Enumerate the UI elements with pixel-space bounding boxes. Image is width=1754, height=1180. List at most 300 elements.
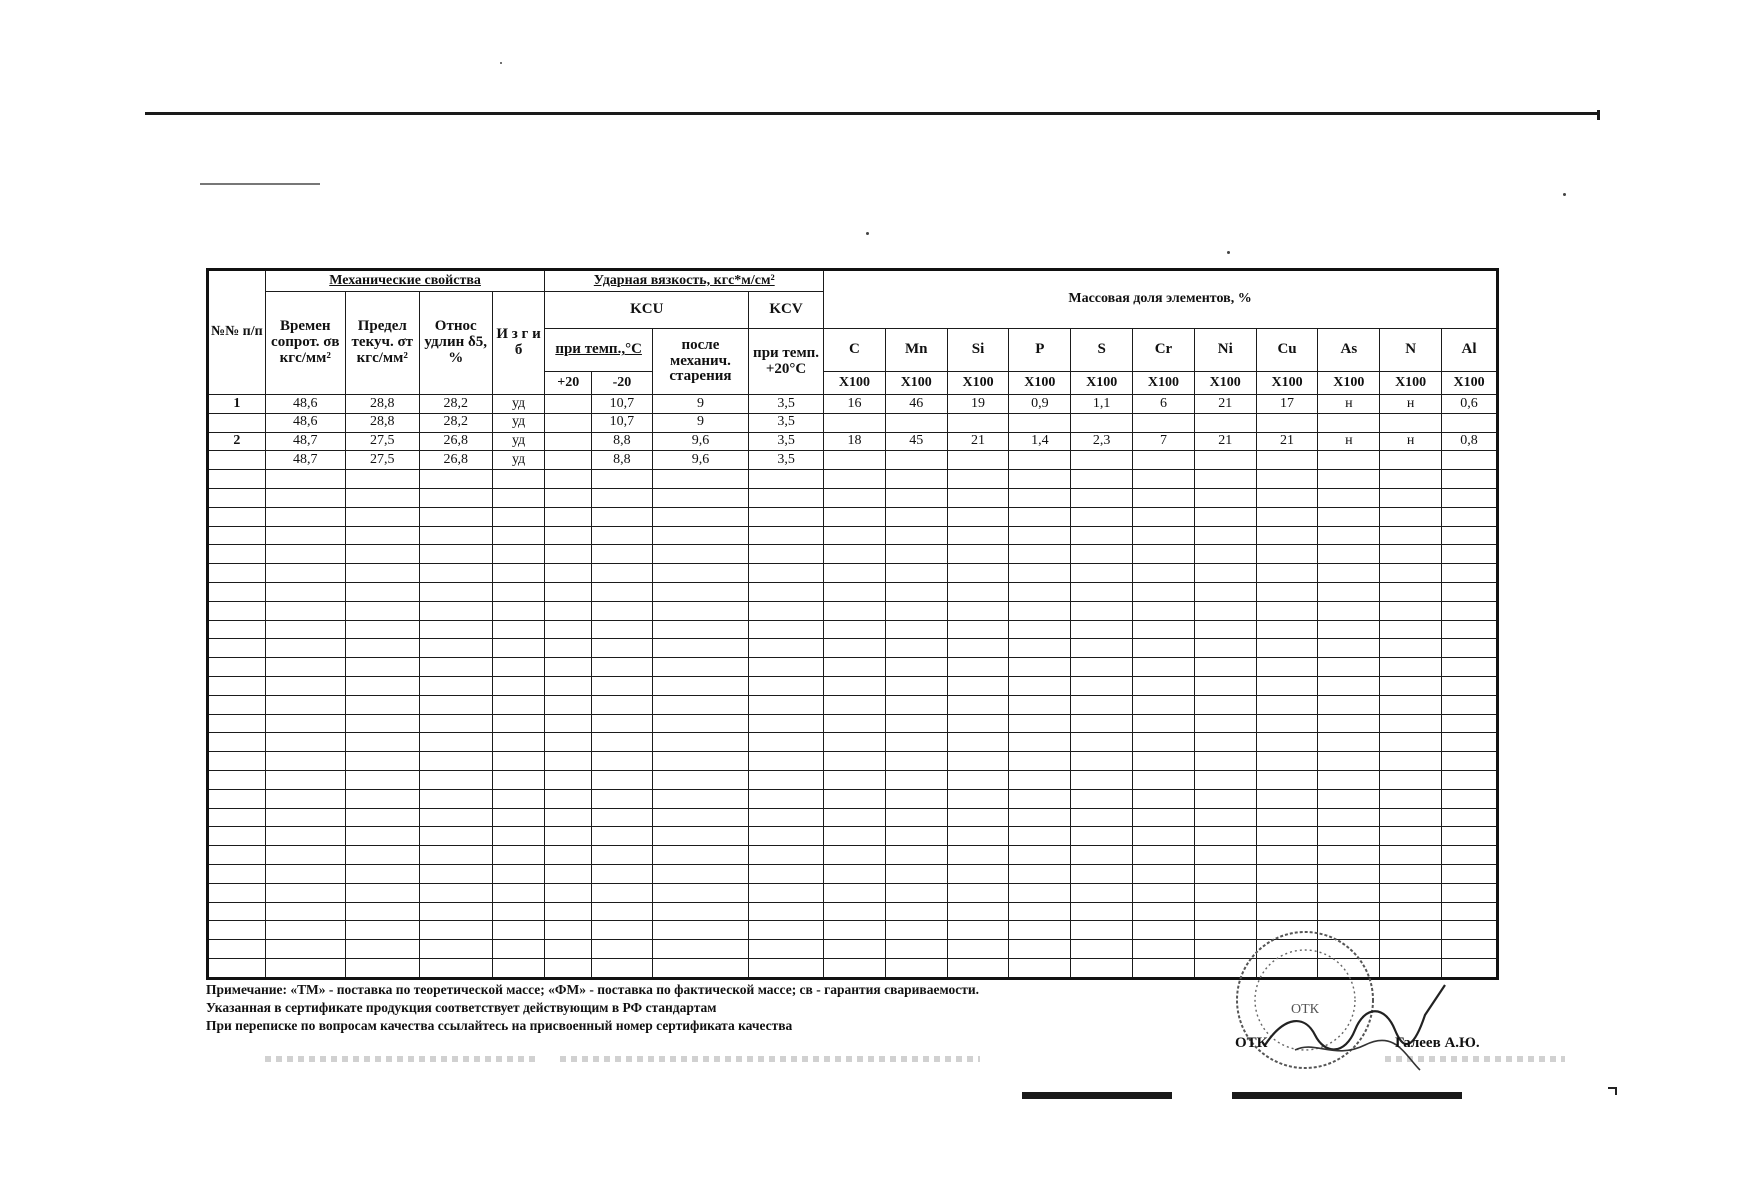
cell-kcu-m20: 8,8: [592, 451, 653, 470]
empty-cell: [1194, 770, 1256, 789]
empty-cell: [652, 921, 748, 940]
cell-bend: уд: [492, 432, 545, 451]
empty-cell: [1071, 488, 1133, 507]
empty-cell: [1380, 902, 1442, 921]
cell-bend: уд: [492, 413, 545, 432]
empty-cell: [265, 582, 345, 601]
empty-cell: [1009, 620, 1071, 639]
empty-cell: [1256, 846, 1318, 865]
empty-cell: [1256, 545, 1318, 564]
empty-cell: [592, 789, 653, 808]
empty-cell: [1194, 620, 1256, 639]
table-row-empty: [208, 733, 1498, 752]
faint-rule: [200, 183, 320, 185]
empty-cell: [1071, 620, 1133, 639]
corner-tick: [1615, 1087, 1617, 1095]
empty-cell: [1009, 658, 1071, 677]
empty-cell: [545, 940, 592, 959]
empty-cell: [1442, 564, 1498, 583]
empty-cell: [824, 846, 886, 865]
cell-element-si: 19: [947, 395, 1009, 414]
multiplier: X100: [1318, 372, 1380, 395]
faded-text-line: [265, 1056, 535, 1062]
empty-cell: [1071, 883, 1133, 902]
empty-cell: [492, 770, 545, 789]
empty-cell: [345, 789, 419, 808]
empty-cell: [1318, 752, 1380, 771]
empty-cell: [1380, 676, 1442, 695]
cell-element-ni: [1194, 413, 1256, 432]
empty-cell: [1194, 752, 1256, 771]
empty-cell: [265, 545, 345, 564]
empty-cell: [1194, 714, 1256, 733]
empty-cell: [824, 883, 886, 902]
empty-cell: [1009, 902, 1071, 921]
cell-element-p: 1,4: [1009, 432, 1071, 451]
empty-cell: [592, 921, 653, 940]
empty-cell: [345, 658, 419, 677]
empty-cell: [947, 789, 1009, 808]
empty-cell: [1442, 902, 1498, 921]
empty-cell: [1380, 789, 1442, 808]
empty-cell: [545, 958, 592, 978]
empty-cell: [1256, 770, 1318, 789]
cell-aging: 9: [652, 413, 748, 432]
empty-cell: [947, 676, 1009, 695]
empty-cell: [492, 827, 545, 846]
empty-cell: [885, 808, 947, 827]
empty-cell: [208, 639, 266, 658]
cell-tensile: 48,6: [265, 413, 345, 432]
empty-cell: [592, 639, 653, 658]
empty-cell: [1194, 902, 1256, 921]
header-mech-props: Механические свойства: [265, 270, 545, 292]
empty-cell: [1256, 639, 1318, 658]
empty-cell: [1318, 846, 1380, 865]
empty-cell: [1256, 883, 1318, 902]
empty-cell: [592, 958, 653, 978]
empty-cell: [1442, 507, 1498, 526]
cell-element-p: [1009, 413, 1071, 432]
empty-cell: [492, 488, 545, 507]
cell-element-s: 2,3: [1071, 432, 1133, 451]
empty-cell: [545, 601, 592, 620]
empty-cell: [265, 676, 345, 695]
empty-cell: [1194, 789, 1256, 808]
element-cu: Cu: [1256, 329, 1318, 372]
cell-kcv: 3,5: [749, 432, 824, 451]
element-p: P: [1009, 329, 1071, 372]
bottom-bar: [1232, 1092, 1462, 1099]
empty-cell: [208, 808, 266, 827]
header-bend: И з г и б: [492, 292, 545, 395]
empty-cell: [1133, 470, 1195, 489]
multiplier: X100: [947, 372, 1009, 395]
empty-cell: [1009, 827, 1071, 846]
empty-cell: [419, 526, 492, 545]
empty-cell: [1380, 864, 1442, 883]
empty-cell: [1380, 526, 1442, 545]
empty-cell: [1318, 545, 1380, 564]
empty-cell: [1071, 846, 1133, 865]
empty-cell: [208, 958, 266, 978]
empty-cell: [545, 789, 592, 808]
empty-cell: [1071, 940, 1133, 959]
empty-cell: [1442, 526, 1498, 545]
empty-cell: [492, 752, 545, 771]
empty-cell: [1256, 695, 1318, 714]
empty-cell: [419, 846, 492, 865]
empty-cell: [1380, 582, 1442, 601]
empty-cell: [208, 827, 266, 846]
empty-cell: [419, 827, 492, 846]
empty-cell: [545, 582, 592, 601]
cell-element-al: 0,8: [1442, 432, 1498, 451]
empty-cell: [545, 488, 592, 507]
empty-cell: [265, 752, 345, 771]
empty-cell: [1071, 601, 1133, 620]
empty-cell: [749, 620, 824, 639]
cell-n: 2: [208, 432, 266, 451]
empty-cell: [652, 958, 748, 978]
empty-cell: [947, 601, 1009, 620]
empty-cell: [885, 846, 947, 865]
cell-element-mn: 46: [885, 395, 947, 414]
empty-cell: [545, 658, 592, 677]
empty-cell: [1380, 470, 1442, 489]
multiplier: X100: [1442, 372, 1498, 395]
empty-cell: [1256, 827, 1318, 846]
empty-cell: [492, 940, 545, 959]
empty-cell: [652, 714, 748, 733]
cell-kcu-m20: 10,7: [592, 413, 653, 432]
cell-element-as: [1318, 413, 1380, 432]
empty-cell: [419, 921, 492, 940]
empty-cell: [824, 714, 886, 733]
empty-cell: [492, 714, 545, 733]
empty-cell: [1256, 470, 1318, 489]
empty-cell: [419, 639, 492, 658]
empty-cell: [1133, 864, 1195, 883]
speck: [866, 232, 869, 235]
empty-cell: [345, 827, 419, 846]
empty-cell: [947, 507, 1009, 526]
header-mass-fractions: Массовая доля элементов, %: [824, 270, 1498, 329]
empty-cell: [947, 827, 1009, 846]
empty-cell: [208, 733, 266, 752]
empty-cell: [749, 695, 824, 714]
cell-element-c: [824, 451, 886, 470]
header-kcv: KCV: [749, 292, 824, 329]
empty-cell: [419, 808, 492, 827]
empty-cell: [885, 526, 947, 545]
empty-cell: [208, 658, 266, 677]
empty-cell: [345, 620, 419, 639]
empty-cell: [592, 714, 653, 733]
empty-cell: [824, 470, 886, 489]
multiplier: X100: [824, 372, 886, 395]
empty-cell: [345, 470, 419, 489]
table-row: [208, 395, 1498, 414]
empty-cell: [824, 545, 886, 564]
empty-cell: [824, 808, 886, 827]
empty-cell: [492, 639, 545, 658]
empty-cell: [1194, 639, 1256, 658]
empty-cell: [492, 958, 545, 978]
signature-image: [1255, 975, 1455, 1075]
empty-cell: [345, 639, 419, 658]
empty-cell: [1009, 940, 1071, 959]
empty-cell: [1256, 714, 1318, 733]
element-mn: Mn: [885, 329, 947, 372]
table-row-empty: [208, 526, 1498, 545]
empty-cell: [545, 733, 592, 752]
empty-cell: [749, 921, 824, 940]
empty-cell: [419, 488, 492, 507]
empty-cell: [1133, 921, 1195, 940]
table-row-empty: [208, 658, 1498, 677]
empty-cell: [824, 902, 886, 921]
empty-cell: [749, 582, 824, 601]
empty-cell: [824, 620, 886, 639]
empty-cell: [1380, 620, 1442, 639]
empty-cell: [492, 808, 545, 827]
empty-cell: [1009, 676, 1071, 695]
empty-cell: [492, 564, 545, 583]
table-row-empty: [208, 564, 1498, 583]
cell-element-al: [1442, 451, 1498, 470]
empty-cell: [749, 526, 824, 545]
empty-cell: [1380, 827, 1442, 846]
empty-cell: [419, 658, 492, 677]
empty-cell: [1009, 789, 1071, 808]
empty-cell: [345, 733, 419, 752]
empty-cell: [419, 902, 492, 921]
empty-cell: [1009, 488, 1071, 507]
empty-cell: [1318, 714, 1380, 733]
empty-cell: [947, 695, 1009, 714]
cell-n: [208, 451, 266, 470]
empty-cell: [545, 846, 592, 865]
empty-cell: [749, 676, 824, 695]
cell-element-n: н: [1380, 432, 1442, 451]
empty-cell: [749, 714, 824, 733]
empty-cell: [749, 864, 824, 883]
empty-cell: [824, 789, 886, 808]
table-row-empty: [208, 488, 1498, 507]
empty-cell: [824, 921, 886, 940]
otk-signatory-name: Галеев А.Ю.: [1395, 1035, 1480, 1051]
table-row: [208, 432, 1498, 451]
empty-cell: [592, 695, 653, 714]
empty-cell: [1442, 827, 1498, 846]
empty-cell: [208, 601, 266, 620]
empty-cell: [947, 921, 1009, 940]
empty-cell: [652, 789, 748, 808]
cell-kcu20: [545, 413, 592, 432]
empty-cell: [1133, 770, 1195, 789]
cell-element-n: [1380, 451, 1442, 470]
empty-cell: [885, 864, 947, 883]
empty-cell: [492, 789, 545, 808]
multiplier: X100: [1256, 372, 1318, 395]
empty-cell: [947, 902, 1009, 921]
empty-cell: [492, 846, 545, 865]
speck: [1563, 193, 1566, 196]
empty-cell: [592, 883, 653, 902]
top-rule-tick: [1597, 110, 1600, 120]
empty-cell: [265, 620, 345, 639]
empty-cell: [345, 921, 419, 940]
table-row-empty: [208, 846, 1498, 865]
empty-cell: [208, 864, 266, 883]
empty-cell: [1071, 752, 1133, 771]
note-line-3: При переписке по вопросам качества ссылайтесь на присвоенный номер сертификата качества: [206, 1018, 793, 1033]
empty-cell: [492, 620, 545, 639]
empty-cell: [947, 752, 1009, 771]
empty-cell: [345, 545, 419, 564]
empty-cell: [1442, 488, 1498, 507]
empty-cell: [652, 526, 748, 545]
empty-cell: [265, 695, 345, 714]
empty-cell: [885, 695, 947, 714]
empty-cell: [1009, 545, 1071, 564]
empty-cell: [419, 864, 492, 883]
empty-cell: [265, 770, 345, 789]
empty-cell: [545, 921, 592, 940]
empty-cell: [492, 864, 545, 883]
cell-yield: 27,5: [345, 451, 419, 470]
cell-elong: 28,2: [419, 395, 492, 414]
empty-cell: [1256, 601, 1318, 620]
empty-cell: [1256, 488, 1318, 507]
empty-cell: [1442, 921, 1498, 940]
empty-cell: [1256, 620, 1318, 639]
empty-cell: [492, 601, 545, 620]
empty-cell: [1442, 733, 1498, 752]
bottom-bar: [1022, 1092, 1172, 1099]
empty-cell: [545, 507, 592, 526]
empty-cell: [492, 507, 545, 526]
empty-cell: [885, 902, 947, 921]
certificate-table: [206, 268, 1499, 980]
cell-tensile: 48,7: [265, 451, 345, 470]
cell-aging: 9,6: [652, 451, 748, 470]
cell-kcv: 3,5: [749, 413, 824, 432]
cell-kcu20: [545, 451, 592, 470]
empty-cell: [265, 488, 345, 507]
empty-cell: [885, 488, 947, 507]
empty-cell: [1009, 808, 1071, 827]
empty-cell: [265, 921, 345, 940]
empty-cell: [652, 846, 748, 865]
empty-cell: [545, 676, 592, 695]
empty-cell: [1071, 921, 1133, 940]
empty-cell: [345, 507, 419, 526]
empty-cell: [545, 545, 592, 564]
table-row-empty: [208, 639, 1498, 658]
empty-cell: [885, 789, 947, 808]
empty-cell: [824, 564, 886, 583]
empty-cell: [419, 752, 492, 771]
table-row-empty: [208, 470, 1498, 489]
empty-cell: [265, 507, 345, 526]
empty-cell: [947, 582, 1009, 601]
empty-cell: [1318, 620, 1380, 639]
empty-cell: [1133, 526, 1195, 545]
empty-cell: [1442, 695, 1498, 714]
empty-cell: [947, 714, 1009, 733]
header-kcu: KCU: [545, 292, 749, 329]
empty-cell: [208, 940, 266, 959]
empty-cell: [265, 470, 345, 489]
empty-cell: [419, 620, 492, 639]
empty-cell: [492, 582, 545, 601]
empty-cell: [265, 733, 345, 752]
empty-cell: [1009, 470, 1071, 489]
empty-cell: [592, 564, 653, 583]
empty-cell: [1071, 808, 1133, 827]
cell-element-si: [947, 451, 1009, 470]
empty-cell: [208, 526, 266, 545]
empty-cell: [1071, 695, 1133, 714]
table-row-empty: [208, 864, 1498, 883]
empty-cell: [208, 488, 266, 507]
empty-cell: [545, 526, 592, 545]
empty-cell: [1071, 714, 1133, 733]
empty-cell: [652, 940, 748, 959]
empty-cell: [1442, 714, 1498, 733]
empty-cell: [345, 808, 419, 827]
empty-cell: [1009, 582, 1071, 601]
header-after-aging: после механич. старения: [652, 329, 748, 395]
empty-cell: [592, 864, 653, 883]
empty-cell: [1071, 789, 1133, 808]
empty-cell: [592, 507, 653, 526]
empty-cell: [885, 940, 947, 959]
empty-cell: [1194, 846, 1256, 865]
header-impact: Ударная вязкость, кгс*м/см²: [545, 270, 824, 292]
table-row-empty: [208, 789, 1498, 808]
empty-cell: [947, 770, 1009, 789]
empty-cell: [592, 526, 653, 545]
multiplier: X100: [1071, 372, 1133, 395]
empty-cell: [885, 958, 947, 978]
empty-cell: [592, 733, 653, 752]
cell-element-ni: 21: [1194, 395, 1256, 414]
empty-cell: [1133, 789, 1195, 808]
empty-cell: [885, 620, 947, 639]
empty-cell: [749, 940, 824, 959]
empty-cell: [749, 658, 824, 677]
empty-cell: [1009, 714, 1071, 733]
empty-cell: [652, 564, 748, 583]
empty-cell: [419, 940, 492, 959]
table-row-empty: [208, 620, 1498, 639]
note-line-2: Указанная в сертификате продукция соответствует действующим в РФ стандартам: [206, 1000, 717, 1015]
empty-cell: [492, 695, 545, 714]
empty-cell: [1009, 564, 1071, 583]
empty-cell: [1256, 564, 1318, 583]
empty-cell: [545, 752, 592, 771]
empty-cell: [1071, 639, 1133, 658]
empty-cell: [824, 488, 886, 507]
empty-cell: [592, 601, 653, 620]
empty-cell: [1071, 676, 1133, 695]
empty-cell: [419, 582, 492, 601]
empty-cell: [652, 864, 748, 883]
empty-cell: [824, 752, 886, 771]
